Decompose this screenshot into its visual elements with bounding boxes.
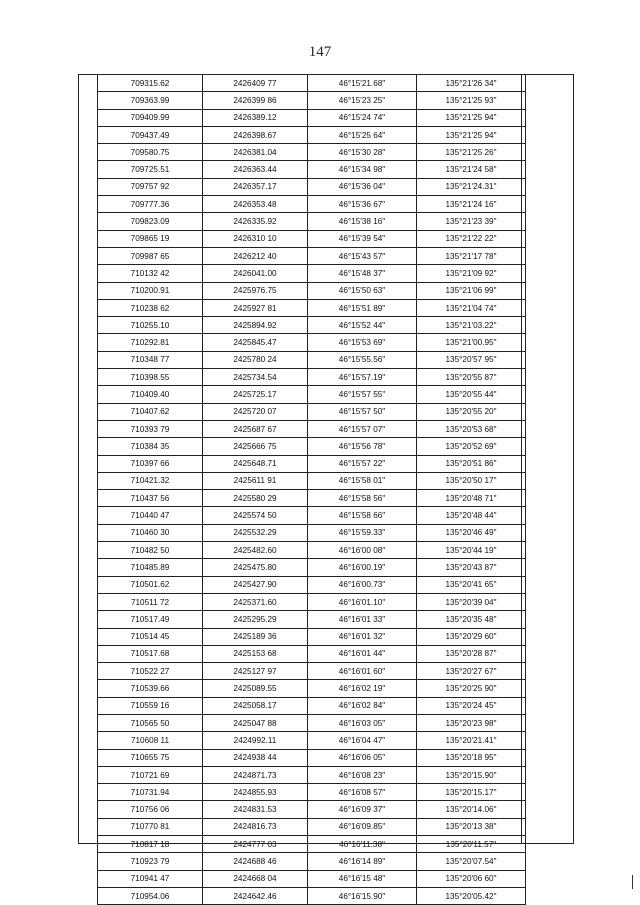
page-number: 147 bbox=[308, 44, 332, 60]
y-coordinate-cell: 2425725.17 bbox=[203, 386, 308, 403]
latitude-cell: 46°16'11.38" bbox=[308, 836, 417, 853]
latitude-cell: 46°16'06 05" bbox=[308, 749, 417, 766]
longitude-cell: 135°21'06 99" bbox=[417, 282, 526, 299]
x-coordinate-cell: 710460 30 bbox=[98, 524, 203, 541]
y-coordinate-cell: 2425047 88 bbox=[203, 714, 308, 731]
y-coordinate-cell: 2425153 68 bbox=[203, 645, 308, 662]
x-coordinate-cell: 710954.06 bbox=[98, 887, 203, 904]
table-row bbox=[98, 611, 526, 628]
x-coordinate-cell: 709409.99 bbox=[98, 109, 203, 126]
latitude-cell: 46°15'58 01" bbox=[308, 472, 417, 489]
y-coordinate-cell: 2424855.93 bbox=[203, 784, 308, 801]
x-coordinate-cell: 710756 06 bbox=[98, 801, 203, 818]
y-coordinate-cell: 2425976.75 bbox=[203, 282, 308, 299]
table-row bbox=[98, 75, 526, 92]
table-row bbox=[98, 645, 526, 662]
table-row bbox=[98, 247, 526, 264]
longitude-cell: 135°20'28 87" bbox=[417, 645, 526, 662]
longitude-cell: 135°21'26 34" bbox=[417, 75, 526, 92]
table-row bbox=[98, 784, 526, 801]
longitude-cell: 135°21'25 26" bbox=[417, 144, 526, 161]
y-coordinate-cell: 2425482.60 bbox=[203, 542, 308, 559]
latitude-cell: 46°15'51 89" bbox=[308, 299, 417, 316]
table-row bbox=[98, 161, 526, 178]
x-coordinate-cell: 710384 35 bbox=[98, 438, 203, 455]
x-coordinate-cell: 710517.68 bbox=[98, 645, 203, 662]
page-edge-mark bbox=[632, 875, 633, 889]
x-coordinate-cell: 710517.49 bbox=[98, 611, 203, 628]
y-coordinate-cell: 2425475.80 bbox=[203, 559, 308, 576]
x-coordinate-cell: 709315.62 bbox=[98, 75, 203, 92]
table-row bbox=[98, 282, 526, 299]
latitude-cell: 46°15'38 16" bbox=[308, 213, 417, 230]
y-coordinate-cell: 2425927 81 bbox=[203, 299, 308, 316]
latitude-cell: 46°16'01 60" bbox=[308, 663, 417, 680]
longitude-cell: 135°20'29 60" bbox=[417, 628, 526, 645]
x-coordinate-cell: 710398.55 bbox=[98, 369, 203, 386]
y-coordinate-cell: 2426335.92 bbox=[203, 213, 308, 230]
table-row bbox=[98, 507, 526, 524]
latitude-cell: 46°16'01 44" bbox=[308, 645, 417, 662]
table-row bbox=[98, 663, 526, 680]
longitude-cell: 135°21'25 94" bbox=[417, 126, 526, 143]
longitude-cell: 135°21'03.22" bbox=[417, 317, 526, 334]
longitude-cell: 135°20'06 60" bbox=[417, 870, 526, 887]
y-coordinate-cell: 2425189 36 bbox=[203, 628, 308, 645]
y-coordinate-cell: 2426212 40 bbox=[203, 247, 308, 264]
table-row bbox=[98, 403, 526, 420]
longitude-cell: 135°21'04 74" bbox=[417, 299, 526, 316]
y-coordinate-cell: 2425720 07 bbox=[203, 403, 308, 420]
table-row bbox=[98, 213, 526, 230]
x-coordinate-cell: 710393 79 bbox=[98, 420, 203, 437]
longitude-cell: 135°20'55 87" bbox=[417, 369, 526, 386]
x-coordinate-cell: 709725.51 bbox=[98, 161, 203, 178]
y-coordinate-cell: 2426363.44 bbox=[203, 161, 308, 178]
table-row bbox=[98, 697, 526, 714]
longitude-cell: 135°20'05.42" bbox=[417, 887, 526, 904]
table-row bbox=[98, 524, 526, 541]
x-coordinate-cell: 710511 72 bbox=[98, 593, 203, 610]
y-coordinate-cell: 2425127 97 bbox=[203, 663, 308, 680]
latitude-cell: 46°16'02 84" bbox=[308, 697, 417, 714]
table-row bbox=[98, 109, 526, 126]
y-coordinate-cell: 2426310 10 bbox=[203, 230, 308, 247]
table-row bbox=[98, 438, 526, 455]
x-coordinate-cell: 709777.36 bbox=[98, 196, 203, 213]
table-row bbox=[98, 542, 526, 559]
table-row bbox=[98, 351, 526, 368]
x-coordinate-cell: 709580.75 bbox=[98, 144, 203, 161]
longitude-cell: 135°21'25 93" bbox=[417, 92, 526, 109]
x-coordinate-cell: 710200.91 bbox=[98, 282, 203, 299]
y-coordinate-cell: 2424642.46 bbox=[203, 887, 308, 904]
x-coordinate-cell: 710770 81 bbox=[98, 818, 203, 835]
x-coordinate-cell: 710522 27 bbox=[98, 663, 203, 680]
latitude-cell: 46°15'23 25" bbox=[308, 92, 417, 109]
y-coordinate-cell: 2425845.47 bbox=[203, 334, 308, 351]
coordinates-table-body bbox=[98, 75, 526, 905]
latitude-cell: 46°15'57 22" bbox=[308, 455, 417, 472]
x-coordinate-cell: 710437 56 bbox=[98, 490, 203, 507]
longitude-cell: 135°21'00.95" bbox=[417, 334, 526, 351]
x-coordinate-cell: 710440 47 bbox=[98, 507, 203, 524]
latitude-cell: 46°15'36 67" bbox=[308, 196, 417, 213]
longitude-cell: 135°21'09 92" bbox=[417, 265, 526, 282]
table-row bbox=[98, 680, 526, 697]
table-row bbox=[98, 472, 526, 489]
longitude-cell: 135°20'25 90" bbox=[417, 680, 526, 697]
longitude-cell: 135°20'48 44" bbox=[417, 507, 526, 524]
longitude-cell: 135°20'21.41" bbox=[417, 732, 526, 749]
x-coordinate-cell: 710482 50 bbox=[98, 542, 203, 559]
latitude-cell: 46°15'52 44" bbox=[308, 317, 417, 334]
latitude-cell: 46°15'24 74" bbox=[308, 109, 417, 126]
x-coordinate-cell: 710292.81 bbox=[98, 334, 203, 351]
x-coordinate-cell: 710608 11 bbox=[98, 732, 203, 749]
y-coordinate-cell: 2426399 86 bbox=[203, 92, 308, 109]
longitude-cell: 135°20'52 69" bbox=[417, 438, 526, 455]
latitude-cell: 46°15'56 78" bbox=[308, 438, 417, 455]
y-coordinate-cell: 2425574 50 bbox=[203, 507, 308, 524]
latitude-cell: 46°15'43 57" bbox=[308, 247, 417, 264]
table-row bbox=[98, 628, 526, 645]
longitude-cell: 135°20'50 17" bbox=[417, 472, 526, 489]
longitude-cell: 135°20'18 95" bbox=[417, 749, 526, 766]
longitude-cell: 135°20'57 95" bbox=[417, 351, 526, 368]
longitude-cell: 135°21'24 58" bbox=[417, 161, 526, 178]
latitude-cell: 46°15'34 98" bbox=[308, 161, 417, 178]
longitude-cell: 135°21'25 94" bbox=[417, 109, 526, 126]
coordinates-table bbox=[97, 74, 526, 905]
table-row bbox=[98, 576, 526, 593]
x-coordinate-cell: 710407.62 bbox=[98, 403, 203, 420]
y-coordinate-cell: 2425894.92 bbox=[203, 317, 308, 334]
table-row bbox=[98, 749, 526, 766]
y-coordinate-cell: 2425058.17 bbox=[203, 697, 308, 714]
table-row bbox=[98, 92, 526, 109]
latitude-cell: 46°15'53 69" bbox=[308, 334, 417, 351]
x-coordinate-cell: 710539.66 bbox=[98, 680, 203, 697]
longitude-cell: 135°21'24.31" bbox=[417, 178, 526, 195]
latitude-cell: 46°16'00.73" bbox=[308, 576, 417, 593]
y-coordinate-cell: 2424668 04 bbox=[203, 870, 308, 887]
longitude-cell: 135°20'35 48" bbox=[417, 611, 526, 628]
longitude-cell: 135°20'53 68" bbox=[417, 420, 526, 437]
longitude-cell: 135°20'39 04" bbox=[417, 593, 526, 610]
x-coordinate-cell: 710514 45 bbox=[98, 628, 203, 645]
longitude-cell: 135°20'23 98" bbox=[417, 714, 526, 731]
longitude-cell: 135°20'48 71" bbox=[417, 490, 526, 507]
table-row bbox=[98, 196, 526, 213]
latitude-cell: 46°15'36 04" bbox=[308, 178, 417, 195]
x-coordinate-cell: 710565 50 bbox=[98, 714, 203, 731]
table-row bbox=[98, 317, 526, 334]
x-coordinate-cell: 710923 79 bbox=[98, 853, 203, 870]
x-coordinate-cell: 709363.99 bbox=[98, 92, 203, 109]
y-coordinate-cell: 2426398.67 bbox=[203, 126, 308, 143]
table-row bbox=[98, 593, 526, 610]
x-coordinate-cell: 710132 42 bbox=[98, 265, 203, 282]
x-coordinate-cell: 710501.62 bbox=[98, 576, 203, 593]
latitude-cell: 46°16'09 37" bbox=[308, 801, 417, 818]
table-row bbox=[98, 559, 526, 576]
latitude-cell: 46°15'21.68" bbox=[308, 75, 417, 92]
y-coordinate-cell: 2426353.48 bbox=[203, 196, 308, 213]
x-coordinate-cell: 709437.49 bbox=[98, 126, 203, 143]
y-coordinate-cell: 2425532.29 bbox=[203, 524, 308, 541]
longitude-cell: 135°20'43 87" bbox=[417, 559, 526, 576]
latitude-cell: 46°16'01.10" bbox=[308, 593, 417, 610]
longitude-cell: 135°21'24 16" bbox=[417, 196, 526, 213]
x-coordinate-cell: 710255.10 bbox=[98, 317, 203, 334]
longitude-cell: 135°20'51 86" bbox=[417, 455, 526, 472]
table-row bbox=[98, 299, 526, 316]
x-coordinate-cell: 709823.09 bbox=[98, 213, 203, 230]
longitude-cell: 135°20'15.17" bbox=[417, 784, 526, 801]
y-coordinate-cell: 2425734.54 bbox=[203, 369, 308, 386]
table-row bbox=[98, 334, 526, 351]
longitude-cell: 135°20'55 44" bbox=[417, 386, 526, 403]
x-coordinate-cell: 709757 92 bbox=[98, 178, 203, 195]
y-coordinate-cell: 2425371.60 bbox=[203, 593, 308, 610]
longitude-cell: 135°20'07.54" bbox=[417, 853, 526, 870]
table-row bbox=[98, 870, 526, 887]
latitude-cell: 46°16'15.90" bbox=[308, 887, 417, 904]
longitude-cell: 135°20'55 20" bbox=[417, 403, 526, 420]
y-coordinate-cell: 2426041.00 bbox=[203, 265, 308, 282]
latitude-cell: 46°15'57 07" bbox=[308, 420, 417, 437]
longitude-cell: 135°20'11.57" bbox=[417, 836, 526, 853]
latitude-cell: 46°15'39 54" bbox=[308, 230, 417, 247]
y-coordinate-cell: 2426381.04 bbox=[203, 144, 308, 161]
y-coordinate-cell: 2425687 67 bbox=[203, 420, 308, 437]
latitude-cell: 46°16'08 57" bbox=[308, 784, 417, 801]
y-coordinate-cell: 2424938 44 bbox=[203, 749, 308, 766]
table-row bbox=[98, 490, 526, 507]
y-coordinate-cell: 2424831.53 bbox=[203, 801, 308, 818]
y-coordinate-cell: 2425780 24 bbox=[203, 351, 308, 368]
latitude-cell: 46°16'00 08" bbox=[308, 542, 417, 559]
latitude-cell: 46°16'15 48" bbox=[308, 870, 417, 887]
table-row bbox=[98, 887, 526, 904]
table-row bbox=[98, 714, 526, 731]
table-row bbox=[98, 126, 526, 143]
y-coordinate-cell: 2426357.17 bbox=[203, 178, 308, 195]
latitude-cell: 46°15'55.56" bbox=[308, 351, 417, 368]
table-row bbox=[98, 732, 526, 749]
latitude-cell: 46°16'08 23" bbox=[308, 766, 417, 783]
latitude-cell: 46°16'01 33" bbox=[308, 611, 417, 628]
longitude-cell: 135°20'15.90" bbox=[417, 766, 526, 783]
y-coordinate-cell: 2425611 91 bbox=[203, 472, 308, 489]
longitude-cell: 135°20'41 65" bbox=[417, 576, 526, 593]
latitude-cell: 46°15'50 63" bbox=[308, 282, 417, 299]
longitude-cell: 135°20'14.06" bbox=[417, 801, 526, 818]
table-row bbox=[98, 818, 526, 835]
y-coordinate-cell: 2424816.73 bbox=[203, 818, 308, 835]
latitude-cell: 46°15'25 64" bbox=[308, 126, 417, 143]
y-coordinate-cell: 2426409 77 bbox=[203, 75, 308, 92]
y-coordinate-cell: 2426389.12 bbox=[203, 109, 308, 126]
latitude-cell: 46°16'01 32" bbox=[308, 628, 417, 645]
x-coordinate-cell: 710238 62 bbox=[98, 299, 203, 316]
table-row bbox=[98, 265, 526, 282]
x-coordinate-cell: 710397 66 bbox=[98, 455, 203, 472]
y-coordinate-cell: 2425666 75 bbox=[203, 438, 308, 455]
longitude-cell: 135°20'13 38" bbox=[417, 818, 526, 835]
latitude-cell: 46°16'04 47" bbox=[308, 732, 417, 749]
y-coordinate-cell: 2425648.71 bbox=[203, 455, 308, 472]
latitude-cell: 46°15'57 55" bbox=[308, 386, 417, 403]
x-coordinate-cell: 710348 77 bbox=[98, 351, 203, 368]
table-row bbox=[98, 420, 526, 437]
table-row bbox=[98, 853, 526, 870]
latitude-cell: 46°16'09.85" bbox=[308, 818, 417, 835]
y-coordinate-cell: 2425580 29 bbox=[203, 490, 308, 507]
longitude-cell: 135°20'24 45" bbox=[417, 697, 526, 714]
x-coordinate-cell: 710941 47 bbox=[98, 870, 203, 887]
y-coordinate-cell: 2424688 46 bbox=[203, 853, 308, 870]
longitude-cell: 135°21'17 78" bbox=[417, 247, 526, 264]
y-coordinate-cell: 2424871.73 bbox=[203, 766, 308, 783]
x-coordinate-cell: 710817 18 bbox=[98, 836, 203, 853]
x-coordinate-cell: 710485.89 bbox=[98, 559, 203, 576]
table-row bbox=[98, 178, 526, 195]
longitude-cell: 135°20'46 49" bbox=[417, 524, 526, 541]
longitude-cell: 135°21'23 39" bbox=[417, 213, 526, 230]
y-coordinate-cell: 2424777 03 bbox=[203, 836, 308, 853]
table-row bbox=[98, 801, 526, 818]
longitude-cell: 135°20'27 67" bbox=[417, 663, 526, 680]
table-row bbox=[98, 144, 526, 161]
x-coordinate-cell: 710721 69 bbox=[98, 766, 203, 783]
x-coordinate-cell: 709865 19 bbox=[98, 230, 203, 247]
table-row bbox=[98, 455, 526, 472]
latitude-cell: 46°16'03 05" bbox=[308, 714, 417, 731]
y-coordinate-cell: 2425295.29 bbox=[203, 611, 308, 628]
x-coordinate-cell: 709987 65 bbox=[98, 247, 203, 264]
longitude-cell: 135°20'44 19" bbox=[417, 542, 526, 559]
latitude-cell: 46°15'48 37" bbox=[308, 265, 417, 282]
latitude-cell: 46°15'30 28" bbox=[308, 144, 417, 161]
x-coordinate-cell: 710559 16 bbox=[98, 697, 203, 714]
x-coordinate-cell: 710421.32 bbox=[98, 472, 203, 489]
x-coordinate-cell: 710731.94 bbox=[98, 784, 203, 801]
latitude-cell: 46°16'00.19" bbox=[308, 559, 417, 576]
table-row bbox=[98, 386, 526, 403]
table-row bbox=[98, 369, 526, 386]
table-row bbox=[98, 766, 526, 783]
latitude-cell: 46°15'57 50" bbox=[308, 403, 417, 420]
latitude-cell: 46°15'57.19" bbox=[308, 369, 417, 386]
latitude-cell: 46°15'59.33" bbox=[308, 524, 417, 541]
y-coordinate-cell: 2425427.90 bbox=[203, 576, 308, 593]
latitude-cell: 46°15'58 56" bbox=[308, 490, 417, 507]
y-coordinate-cell: 2425089.55 bbox=[203, 680, 308, 697]
table-row bbox=[98, 836, 526, 853]
y-coordinate-cell: 2424992.11 bbox=[203, 732, 308, 749]
latitude-cell: 46°16'02 19" bbox=[308, 680, 417, 697]
x-coordinate-cell: 710655 75 bbox=[98, 749, 203, 766]
latitude-cell: 46°15'58 66" bbox=[308, 507, 417, 524]
x-coordinate-cell: 710409.40 bbox=[98, 386, 203, 403]
longitude-cell: 135°21'22 22" bbox=[417, 230, 526, 247]
latitude-cell: 46°16'14 89" bbox=[308, 853, 417, 870]
table-row bbox=[98, 230, 526, 247]
